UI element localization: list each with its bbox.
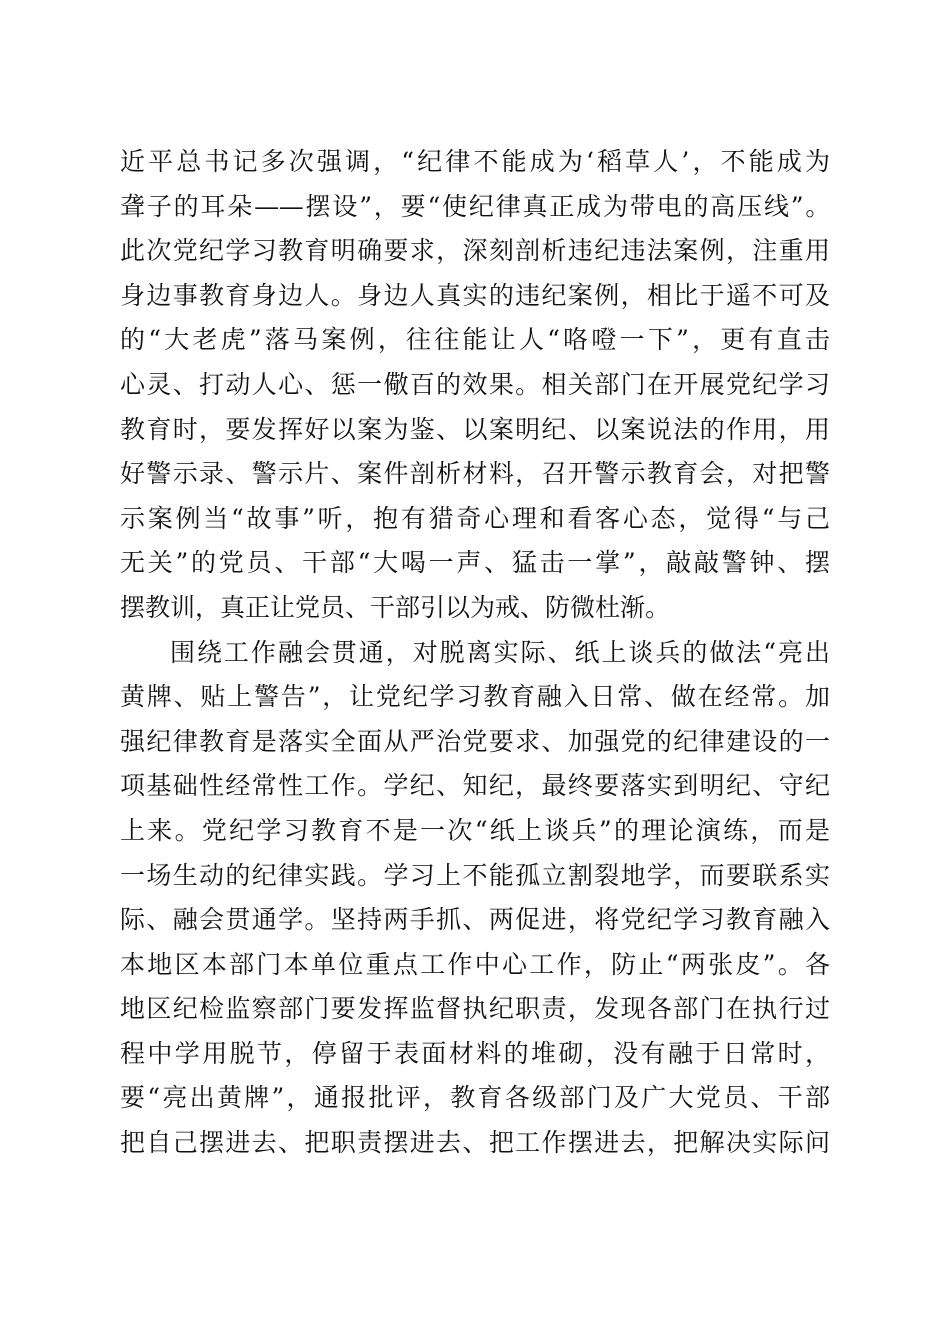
body-text — [120, 140, 830, 1166]
text-line: 身边事教育身边人。身边人真实的违纪案例，相比于遥不可及 — [120, 280, 830, 310]
text-line: 程中学用脱节，停留于表面材料的堆砌，没有融于日常时， — [120, 1038, 830, 1068]
text-line: 示案例当“故事”听，抱有猎奇心理和看客心态，觉得“与己 — [120, 503, 830, 533]
text-line: 要“亮出黄牌”，通报批评，教育各级部门及广大党员、干部 — [120, 1083, 830, 1113]
text-line: 本地区本部门本单位重点工作中心工作，防止“两张皮”。各 — [120, 949, 830, 979]
text-line: 上来。党纪学习教育不是一次“纸上谈兵”的理论演练，而是 — [120, 815, 830, 845]
text-line: 一场生动的纪律实践。学习上不能孤立割裂地学，而要联系实 — [120, 860, 830, 890]
text-line: 黄牌、贴上警告”，让党纪学习教育融入日常、做在经常。加 — [120, 682, 830, 712]
paragraph-start-line: 围绕工作融会贯通，对脱离实际、纸上谈兵的做法“亮出 — [170, 637, 830, 667]
text-line: 教育时，要发挥好以案为鉴、以案明纪、以案说法的作用，用 — [120, 414, 830, 444]
text-line: 地区纪检监察部门要发挥监督执纪职责，发现各部门在执行过 — [120, 994, 830, 1024]
text-line: 把自己摆进去、把职责摆进去、把工作摆进去，把解决实际问 — [120, 1128, 830, 1158]
text-line: 的“大老虎”落马案例，往往能让人“咯噔一下”，更有直击 — [120, 325, 830, 355]
text-line: 聋子的耳朵——摆设”，要“使纪律真正成为带电的高压线”。 — [120, 191, 830, 221]
text-line: 强纪律教育是落实全面从严治党要求、加强党的纪律建设的一 — [120, 726, 830, 756]
text-line: 项基础性经常性工作。学纪、知纪，最终要落实到明纪、守纪 — [120, 771, 830, 801]
text-line: 心灵、打动人心、惩一儆百的效果。相关部门在开展党纪学习 — [120, 369, 830, 399]
text-line: 好警示录、警示片、案件剖析材料，召开警示教育会，对把警 — [120, 459, 830, 489]
text-line: 近平总书记多次强调，“纪律不能成为‘稻草人’，不能成为 — [120, 147, 830, 176]
text-line: 此次党纪学习教育明确要求，深刻剖析违纪违法案例，注重用 — [120, 236, 830, 266]
paragraph-end-line: 摆教训，真正让党员、干部引以为戒、防微杜渐。 — [120, 592, 671, 622]
text-line: 际、融会贯通学。坚持两手抓、两促进，将党纪学习教育融入 — [120, 905, 830, 935]
text-line: 无关”的党员、干部“大喝一声、猛击一掌”，敲敲警钟、摆 — [120, 548, 830, 578]
